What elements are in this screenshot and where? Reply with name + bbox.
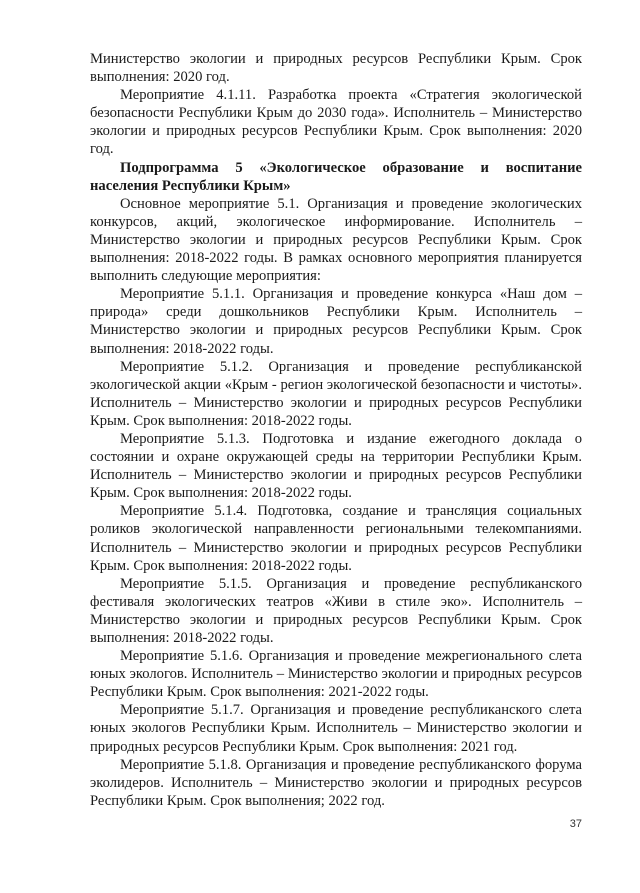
paragraph-measure-4-1-11: Мероприятие 4.1.11. Разработка проекта «Стратегия экологической безопасности Республики Крым до 2030 года». Исполнитель – Министерство экологии и природных ресурсов Республики Крым. Срок выполнения: 2020 год. [90, 87, 582, 158]
paragraph-measure-5-1-2: Мероприятие 5.1.2. Организация и проведение республиканской экологической акции «Крым - регион экологической безопасности и чистоты». Исполнитель – Министерство экологии и природных ресурсов Республики Крым. Срок выполнения: 2018-2022 годы. [90, 358, 582, 429]
paragraph-measure-5-1-1: Мероприятие 5.1.1. Организация и проведение конкурса «Наш дом – природа» среди дошкольников Республики Крым. Исполнитель – Министерство экологии и природных ресурсов Республики Крым. Срок выполнения: 2018-2022 годы. [90, 286, 582, 357]
paragraph-measure-5-1-6: Мероприятие 5.1.6. Организация и проведение межрегионального слета юных экологов. Исполнитель – Министерство экологии и природных ресурсов Республики Крым. Срок выполнения: 2021-2022 годы. [90, 648, 582, 701]
page-number: 37 [569, 818, 582, 830]
paragraph-measure-5-1-7: Мероприятие 5.1.7. Организация и проведение республиканского слета юных экологов Республики Крым. Исполнитель – Министерство экологии и природных ресурсов Республики Крым. Срок выполнения: 2021 год. [90, 702, 582, 755]
subprogram-5-heading: Подпрограмма 5 «Экологическое образование и воспитание населения Республики Крым» [90, 159, 582, 194]
paragraph-measure-5-1-4: Мероприятие 5.1.4. Подготовка, создание и трансляция социальных роликов экологической направленности региональными телекомпаниями. Исполнитель – Министерство экологии и природных ресурсов Республики Крым. Срок выполнения: 2018-2022 годы. [90, 503, 582, 574]
paragraph-measure-5-1-5: Мероприятие 5.1.5. Организация и проведение республиканского фестиваля экологических театров «Живи в стиле эко». Исполнитель – Министерство экологии и природных ресурсов Республики Крым. Срок выполнения: 2018-2022 годы. [90, 575, 582, 646]
paragraph-measure-5-1-8: Мероприятие 5.1.8. Организация и проведение республиканского форума эколидеров. Исполнитель – Министерство экологии и природных ресурсов Республики Крым. Срок выполнения; 2022 год. [90, 756, 582, 809]
paragraph-main-measure-5-1: Основное мероприятие 5.1. Организация и проведение экологических конкурсов, акций, экологическое информирование. Исполнитель – Министерство экологии и природных ресурсов Республики Крым. Срок выполнения: 2018-2022 годы. В рамках основного мероприятия планируется выполнить следующие мероприятия: [90, 195, 582, 285]
document-body [90, 50, 582, 810]
paragraph-measure-5-1-3: Мероприятие 5.1.3. Подготовка и издание ежегодного доклада о состоянии и охране окружающей среды на территории Республики Крым. Исполнитель – Министерство экологии и природных ресурсов Республики Крым. Срок выполнения: 2018-2022 годы. [90, 430, 582, 502]
paragraph-continuation: Министерство экологии и природных ресурсов Республики Крым. Срок выполнения: 2020 год. [90, 51, 582, 86]
